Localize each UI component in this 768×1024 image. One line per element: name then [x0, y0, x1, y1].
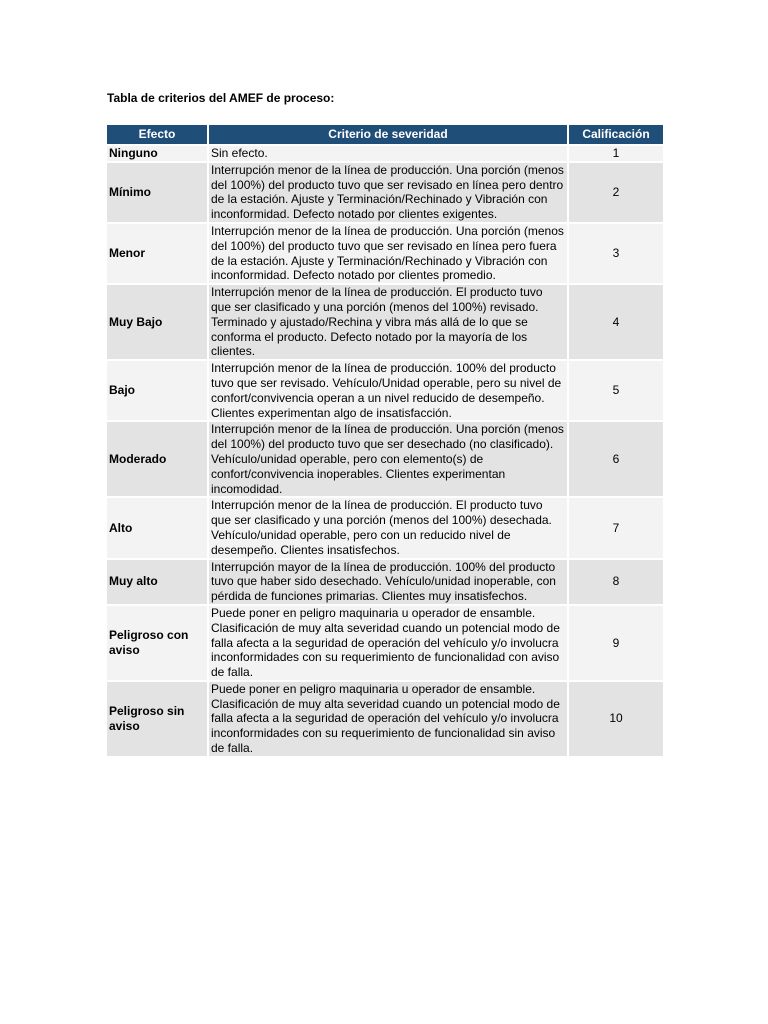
calificacion-cell: 8: [569, 560, 663, 604]
calificacion-cell: 6: [569, 422, 663, 496]
criterio-cell: Interrupción menor de la línea de producción. 100% del producto tuvo que ser revisado. Vehículo/Unidad operable, pero su nivel de confort/convivencia operan a un nivel reducido de desempeño. Clientes experimentan algo de insatisfacción.: [209, 361, 567, 420]
table-row: [107, 163, 663, 222]
table-row: [107, 606, 663, 680]
calificacion-cell: 4: [569, 285, 663, 359]
criterio-cell: Puede poner en peligro maquinaria u operador de ensamble. Clasificación de muy alta severidad cuando un potencial modo de falla afecta a la seguridad de operación del vehículo y/o involucra inconformidades con su requerimiento de funcionalidad con aviso de falla.: [209, 606, 567, 680]
header-efecto: Efecto: [107, 125, 207, 144]
efecto-cell: Moderado: [107, 422, 207, 496]
calificacion-cell: 3: [569, 224, 663, 283]
efecto-cell: Mínimo: [107, 163, 207, 222]
criterio-cell: Sin efecto.: [209, 146, 567, 161]
efecto-cell: Menor: [107, 224, 207, 283]
efecto-cell: Alto: [107, 498, 207, 557]
criterio-cell: Puede poner en peligro maquinaria u operador de ensamble. Clasificación de muy alta severidad cuando un potencial modo de falla afecta a la seguridad de operación del vehículo y/o involucra inconformidades con su requerimiento de funcionalidad sin aviso de falla.: [209, 682, 567, 756]
page-title: Tabla de criterios del AMEF de proceso:: [107, 91, 335, 105]
efecto-cell: Ninguno: [107, 146, 207, 161]
table-row: [107, 560, 663, 604]
efecto-cell: Peligroso sin aviso: [107, 682, 207, 756]
calificacion-cell: 5: [569, 361, 663, 420]
efecto-cell: Peligroso con aviso: [107, 606, 207, 680]
criterio-cell: Interrupción mayor de la línea de producción. 100% del producto tuvo que haber sido desechado. Vehículo/unidad inoperable, con pérdida de funciones primarias. Clientes muy insatisfechos.: [209, 560, 567, 604]
calificacion-cell: 7: [569, 498, 663, 557]
header-calificacion: Calificación: [569, 125, 663, 144]
efecto-cell: Muy Bajo: [107, 285, 207, 359]
calificacion-cell: 9: [569, 606, 663, 680]
criterio-cell: Interrupción menor de la línea de producción. Una porción (menos del 100%) del producto tuvo que ser desechado (no clasificado). Vehículo/unidad operable, pero con elemento(s) de confort/convivencia inoperables. Clientes experimentan incomodidad.: [209, 422, 567, 496]
table-row: [107, 146, 663, 161]
header-criterio: Criterio de severidad: [209, 125, 567, 144]
efecto-cell: Muy alto: [107, 560, 207, 604]
table-row: [107, 422, 663, 496]
table-row: [107, 498, 663, 557]
table-row: [107, 224, 663, 283]
criterio-cell: Interrupción menor de la línea de producción. El producto tuvo que ser clasificado y una porción (menos del 100%) revisado. Terminado y ajustado/Rechina y vibra más allá de lo que se conforma el producto. Defecto notado por la mayoría de los clientes.: [209, 285, 567, 359]
table-row: [107, 682, 663, 756]
table-row: [107, 285, 663, 359]
efecto-cell: Bajo: [107, 361, 207, 420]
criterio-cell: Interrupción menor de la línea de producción. Una porción (menos del 100%) del producto tuvo que ser revisado en línea pero dentro de la estación. Ajuste y Terminación/Rechinado y Vibración con inconformidad. Defecto notado por clientes exigentes.: [209, 163, 567, 222]
calificacion-cell: 10: [569, 682, 663, 756]
table-row: [107, 361, 663, 420]
calificacion-cell: 2: [569, 163, 663, 222]
calificacion-cell: 1: [569, 146, 663, 161]
criterio-cell: Interrupción menor de la línea de producción. Una porción (menos del 100%) del producto tuvo que ser revisado en línea pero fuera de la estación. Ajuste y Terminación/Rechinado y Vibración con inconformidad. Defecto notado por clientes promedio.: [209, 224, 567, 283]
criteria-table: [105, 123, 665, 758]
table-header-row: [107, 125, 663, 144]
criterio-cell: Interrupción menor de la línea de producción. El producto tuvo que ser clasificado y una porción (menos del 100%) desechada. Vehículo/unidad operable, pero con un reducido nivel de desempeño. Clientes insatisfechos.: [209, 498, 567, 557]
